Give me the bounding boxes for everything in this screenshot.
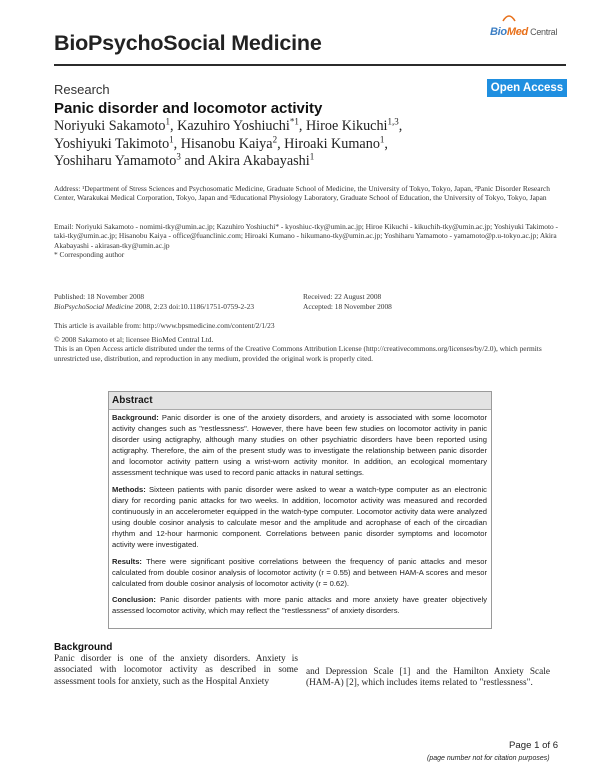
abstract-section-methods: Methods: Sixteen patients with panic disorder were asked to wear a watch-type computer as an electronic diary for recording panic attacks for two weeks. In addition, locomotor activity was measured and recorded continuously in an accelerometer equipped in the watch-type computer. Locomotor activity data were analyzed using double cosinor analysis to calculate mesor and the amplitude and acrophase of each of the circadian rhythm and 12-hour harmonic component. Correlations between panic disorder symptoms and locomotor activity were investigated. <box>112 484 487 550</box>
section-type: Research <box>54 82 110 97</box>
body-column-right: and Depression Scale [1] and the Hamilton Anxiety Scale (HAM-A) [2], which includes items related to "restlessness". <box>306 667 550 689</box>
body-column-left: Panic disorder is one of the anxiety disorders. Anxiety is associated with locomotor activity as described in some assessment tools for anxiety, such as the Hospital Anxiety <box>54 654 298 687</box>
author-connector: and <box>184 153 205 169</box>
affiliations: Address: ¹Department of Stress Sciences and Psychosomatic Medicine, Graduate School of Medicine, the University of Tokyo, Tokyo, Japan, ²Panic Disorder Research Center, Warakukai Medical Corporation, Tokyo, Japan and ³Educational Physiology Laboratory, Graduate School of Education, the University of Tokyo, Tokyo, Japan <box>54 184 550 203</box>
author: Kazuhiro Yoshiuchi$^{*1}$ <box>177 116 299 134</box>
received-date: Received: 22 August 2008 <box>303 292 382 301</box>
article-url[interactable]: This article is available from: http://www.bpsmedicine.com/content/2/1/23 <box>54 321 275 330</box>
citation-journal: BioPsychoSocial Medicine <box>54 301 134 311</box>
page-number: Page 1 of 6 <box>509 740 559 751</box>
author: Yoshiyuki Takimoto$^1$ <box>54 133 174 152</box>
header-rule <box>54 64 566 66</box>
accepted-date: Accepted: 18 November 2008 <box>303 301 392 311</box>
logo-part-med: Med <box>506 26 528 38</box>
author-list: Noriyuki Sakamoto$^1$, Kazuhiro Yoshiuchi$^{*1}$, Hiroe Kikuchi$^{1,3}$, Yoshiyuki Takimoto$^1$, Hisanobu Kaiya$^2$, Hiroaki Kumano$^1$, Yoshiharu Yamamoto$^3$ and Akira Akabayashi$^1$ <box>54 116 403 169</box>
author: Hisanobu Kaiya$^2$ <box>180 133 278 152</box>
citation <box>54 302 304 312</box>
publisher-logo-text <box>490 26 557 38</box>
author: Akira Akabayashi$^1$ <box>207 151 315 169</box>
author-emails[interactable]: Email: Noriyuki Sakamoto - nomimi-tky@umin.ac.jp; Kazuhiro Yoshiuchi* - kyoshiuc-tky@umin.ac.jp; Hiroe Kikuchi - kikuchih-tky@umin.ac.jp; Yoshiyuki Takimoto - taki-tky@umin.ac.jp; Hisanobu Kaiya - office@fuanclinic.com; Hiroaki Kumano - hikumano-tky@umin.ac.jp; Yoshiharu Yamamoto - yamamoto@p.u-tokyo.ac.jp; Akira Akabayashi - akirasan-tky@umin.ac.jp <box>54 222 559 250</box>
corresponding-author-note: * Corresponding author <box>54 250 125 259</box>
copyright-block <box>54 335 570 363</box>
abstract-body <box>112 412 487 622</box>
publication-info <box>54 292 304 311</box>
author: Hiroaki Kumano$^1$ <box>284 133 385 152</box>
copyright: © 2008 Sakamoto et al; licensee BioMed Central Ltd. <box>54 335 214 344</box>
page-number-note: (page number not for citation purposes) <box>427 755 550 762</box>
abstract-section-results: Results: There were significant positive correlations between the frequency of panic attacks and mesor calculated from double cosinor analysis of locomotor activity (r = 0.55) and between HAM-A scores and mesor calculated from double cosinor analysis of locomotor activity (r = 0.62). <box>112 556 487 588</box>
journal-title: BioPsychoSocial Medicine <box>54 31 322 55</box>
abstract-section-background: Background: Panic disorder is one of the anxiety disorders, and anxiety is associated with some locomotor activity changes such as "restlessness". However, there have been few studies on locomotor activity in panic disorder using actigraphy, although many studies on other psychiatric disorders have been reported using actigraphy. Therefore, the aim of the present study was to investigate the relationship between panic disorder and locomotor activity pattern using a wrist-worn activity monitor. In addition, an ecological momentary assessment technique was used to record panic attacks in natural settings. <box>112 413 487 478</box>
abstract-heading: Abstract <box>109 392 491 410</box>
article-title: Panic disorder and locomotor activity <box>54 100 323 117</box>
open-access-badge[interactable]: Open Access <box>487 79 567 97</box>
abstract-box <box>108 391 492 629</box>
abstract-section-conclusion: Conclusion: Panic disorder patients with more panic attacks and more anxiety have greater objectively assessed locomotor activity, which may reflect the "restlessness" of anxiety disorders. <box>112 595 487 616</box>
citation-details: 2008, 2:23 doi:10.1186/1751-0759-2-23 <box>133 301 255 311</box>
publisher-logo[interactable] <box>490 22 560 40</box>
license: This is an Open Access article distributed under the terms of the Creative Commons Attribution License (http://creativecommons.org/licenses/by/2.0), which permits unrestricted use, distribution, and reproduction in any medium, provided the original work is properly cited. <box>54 344 542 363</box>
logo-part-central: Central <box>527 27 558 37</box>
background-heading: Background <box>54 642 113 653</box>
published-date: Published: 18 November 2008 <box>54 292 145 301</box>
logo-part-bio: Bio <box>490 26 507 38</box>
author: Noriyuki Sakamoto$^1$ <box>54 116 171 134</box>
author: Yoshiharu Yamamoto$^3$ <box>54 151 181 169</box>
author: Hiroe Kikuchi$^{1,3}$ <box>305 116 399 134</box>
dates-info <box>303 292 553 311</box>
biomed-logo-icon <box>502 13 516 22</box>
